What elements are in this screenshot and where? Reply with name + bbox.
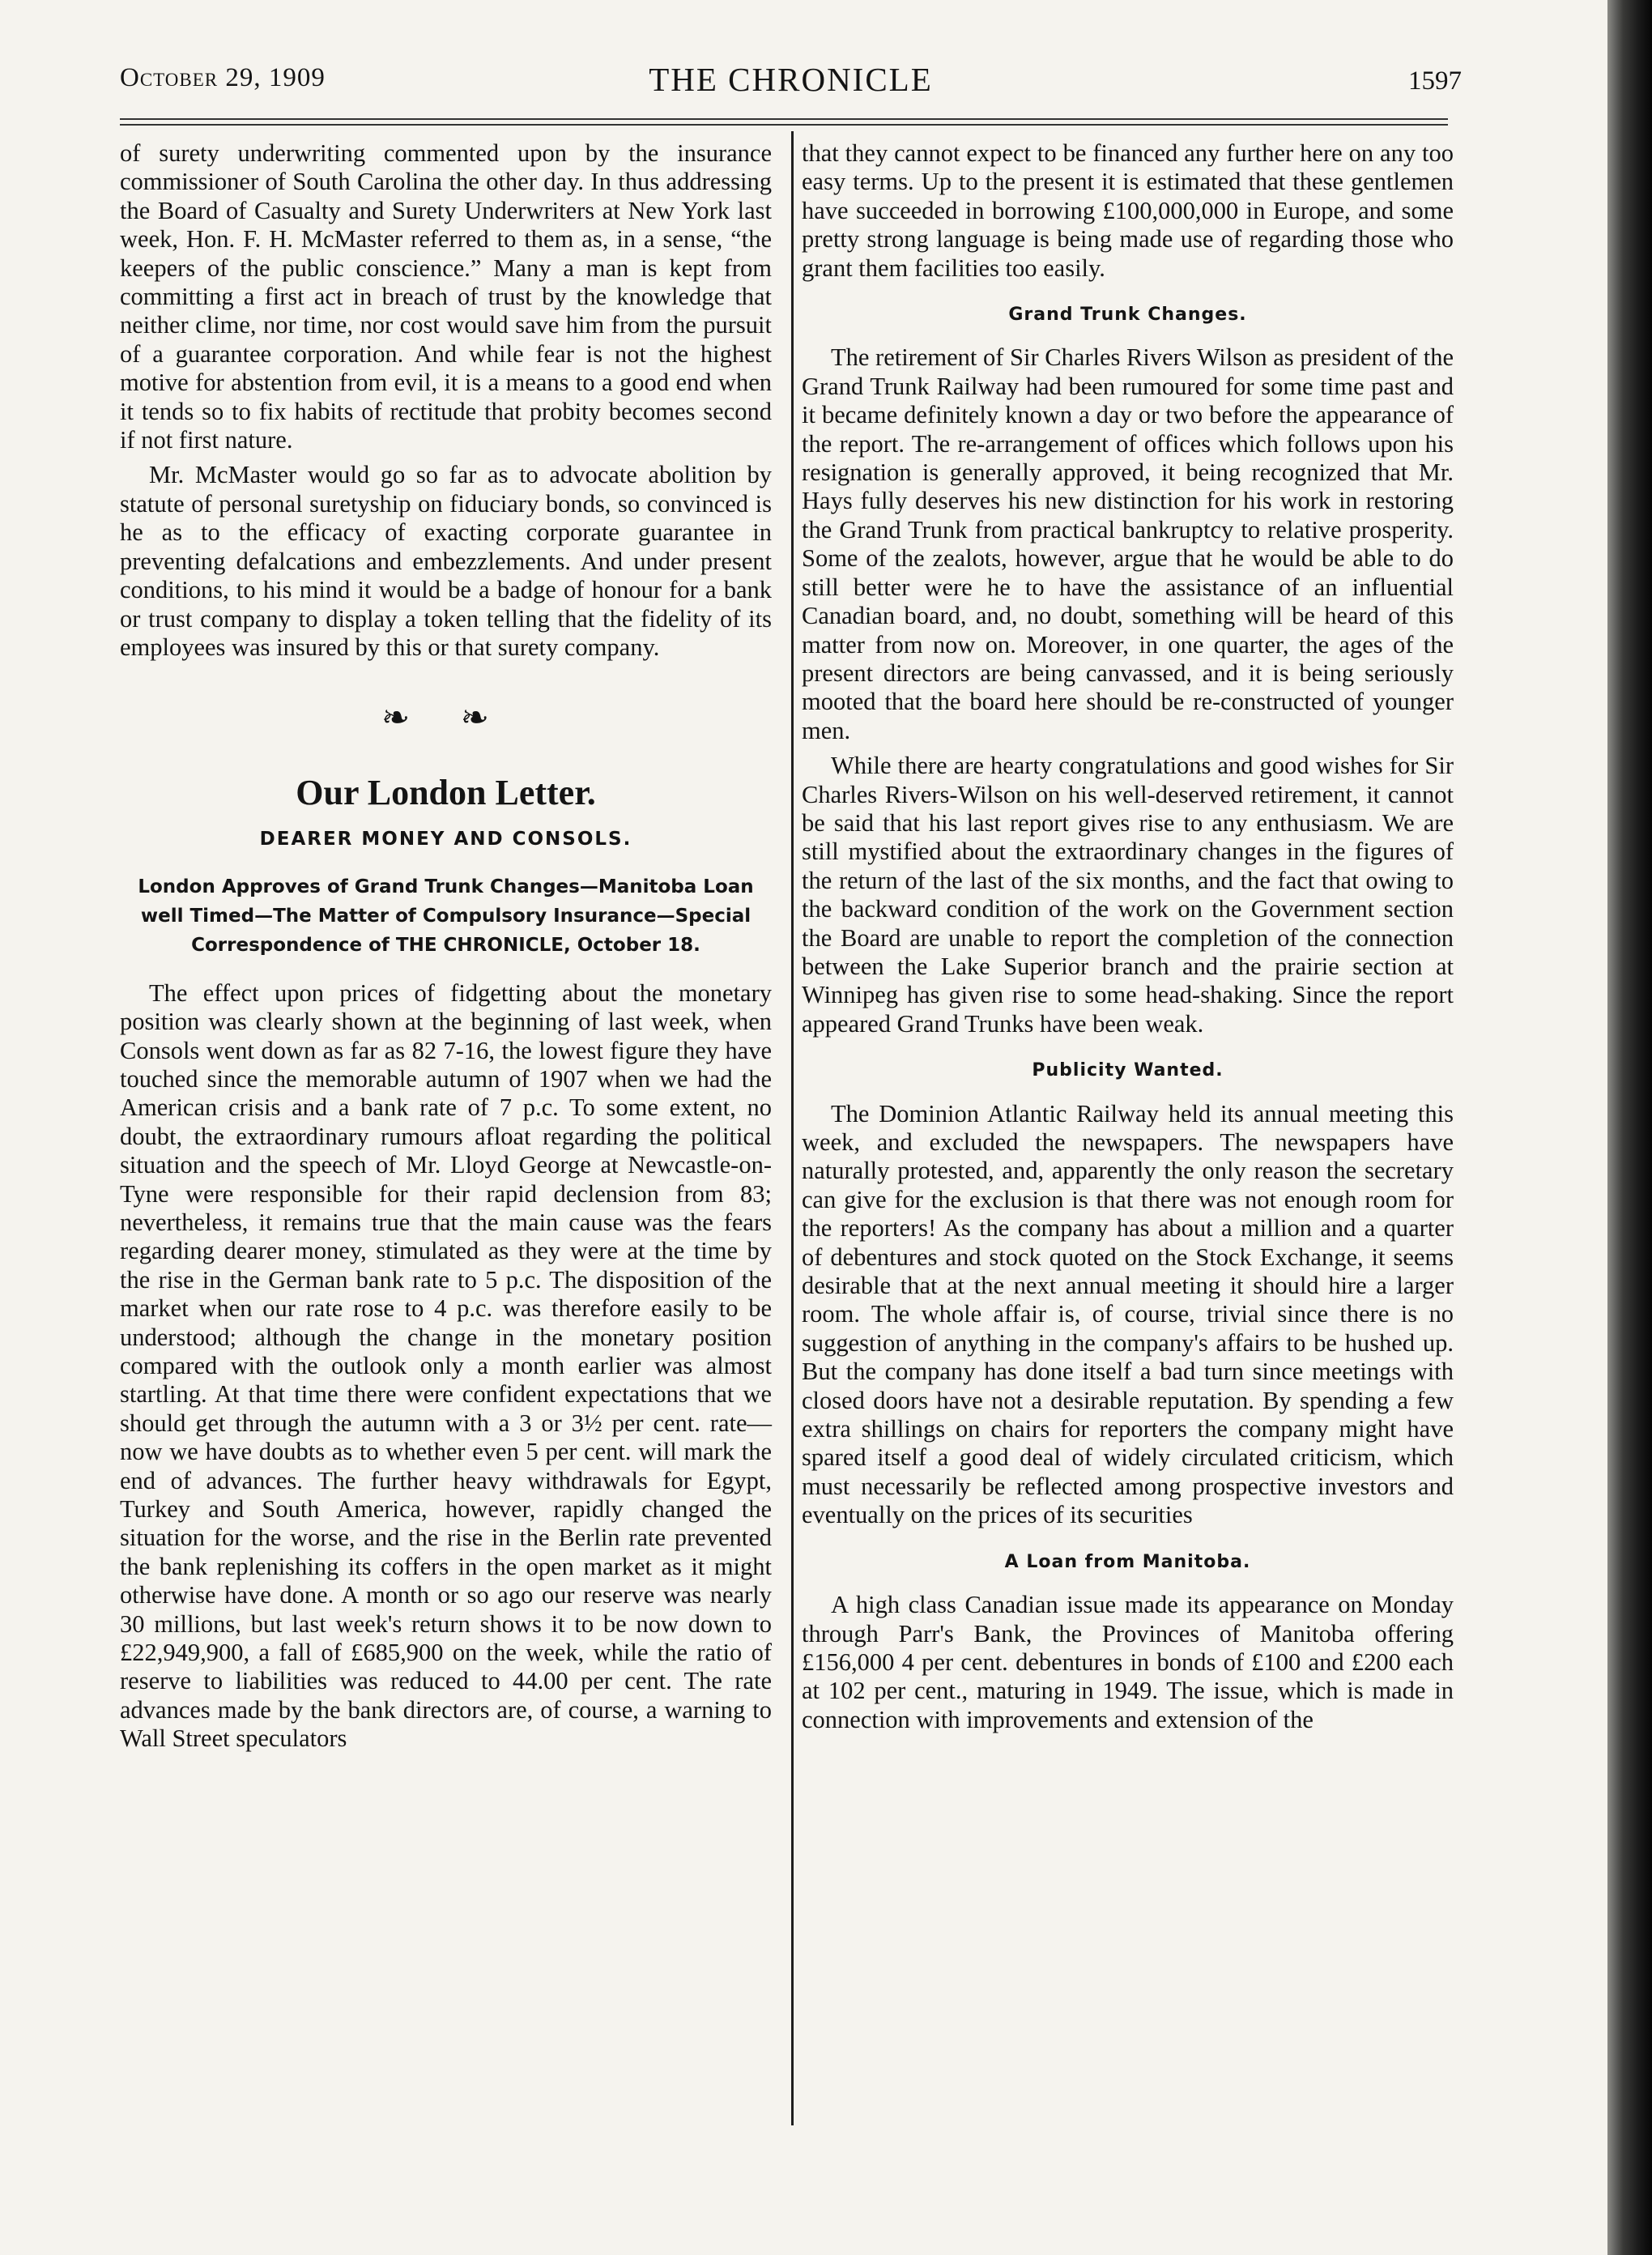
article-deck: London Approves of Grand Trunk Changes—Manitoba Loan well Timed—The Matter of Compulsory Insurance—Special Correspondence of THE CHRONICLE, October 18. bbox=[138, 876, 754, 956]
publication-title: THE CHRONICLE bbox=[649, 61, 933, 98]
article-subtitle: DEARER MONEY AND CONSOLS. bbox=[259, 829, 632, 850]
right-column bbox=[802, 139, 1454, 1734]
paragraph: The retirement of Sir Charles Rivers Wilson as president of the Grand Trunk Railway had been rumoured for some time past and it became definitely known a day or two before the appearance of the report. The re-arrangement of offices which follows upon his resignation is generally approved, it being recognized that Mr. Hays fully deserves his new distinction for his work in restoring the Grand Trunk from practical bankruptcy to relative prosperity. Some of the zealots, however, argue that he would be able to do still better were he to have the assistance of an influential Canadian board, and, no doubt, something will be heard of this matter from now on. Moreover, in one quarter, the ages of the present directors are being canvassed, and it is being seriously mooted that the board here should be re-constructed of younger men. bbox=[802, 343, 1454, 744]
paragraph: Mr. McMaster would go so far as to advocate abolition by statute of personal suretyship on fiduciary bonds, so convinced is he as to the efficacy of exacting corporate guarantee in preventing defalcations and embezzlements. And under present conditions, to his mind it would be a badge of honour for a bank or trust company to display a token telling that the fidelity of its employees was insured by this or that surety company. bbox=[120, 461, 772, 661]
issue-date: October 29, 1909 bbox=[120, 63, 326, 92]
paragraph: The Dominion Atlantic Railway held its annual meeting this week, and excluded the newspapers. The newspapers have naturally protested, and, apparently the only reason the secretary can give for the exclusion is that there was not enough room for the reporters! As the company has about a million and a quarter of debentures and stock quoted on the Stock Exchange, it seems desirable that at the next annual meeting it should hire a larger room. The whole affair is, of course, trivial since there is no suggestion of anything in the company's affairs to be hushed up. But the company has done itself a bad turn since meetings with closed doors have not a desirable reputation. By spending a few extra shillings on chairs for reporters the company might have spared itself a good deal of widely circulated criticism, which must necessarily be reflected among prospective investors and eventually on the prices of its securities bbox=[802, 1099, 1454, 1529]
paragraph: of surety underwriting commented upon by the insurance commissioner of South Carolina the other day. In thus addressing the Board of Casualty and Surety Underwriters at New York last week, Hon. F. H. McMaster referred to them as, in a sense, “the keepers of the public conscience.” Many a man is kept from committing a first act in breach of trust by the knowledge that neither clime, nor time, nor cost would save him from the pursuit of a guarantee corporation. And while fear is not the highest motive for abstention from evil, it is a means to a good end when it tends so to fix habits of rectitude that probity becomes second if not first nature. bbox=[120, 139, 772, 454]
leaf-ornament-icon: ❧ ❧ bbox=[381, 700, 510, 738]
page-number: 1597 bbox=[1408, 66, 1462, 96]
book-binding-edge bbox=[1607, 0, 1652, 2255]
column-divider bbox=[791, 131, 794, 2125]
paragraph: that they cannot expect to be financed any further here on any too easy terms. Up to the present it is estimated that these gentlemen have succeeded in borrowing £100,000,000 in Europe, and some pretty strong language is being made use of regarding those who grant them facilities too easily. bbox=[802, 139, 1454, 282]
header-rule-top bbox=[120, 118, 1448, 120]
header-rule-bottom bbox=[120, 124, 1448, 126]
paragraph: The effect upon prices of fidgetting about the monetary position was clearly shown at the beginning of last week, when Consols went down as far as 82 7-16, the lowest figure they have touched since the memorable autumn of 1907 when we had the American crisis and a bank rate of 7 p.c. To some extent, no doubt, the extraordinary rumours afloat regarding the political situation and the speech of Mr. Lloyd George at Newcastle-on-Tyne were responsible for their rapid declension from 83; nevertheless, it remains true that the main cause was the fears regarding dearer money, stimulated as they were at the time by the rise in the German bank rate to 5 p.c. The disposition of the market when our rate rose to 4 p.c. was therefore easily to be understood; although the change in the monetary position compared with the outlook only a month earlier was almost startling. At that time there were confident expectations that we should get through the autumn with a 3 or 3½ per cent. rate—now we have doubts as to whether even 5 per cent. will mark the end of advances. The further heavy withdrawals for Egypt, Turkey and South America, however, rapidly changed the situation for the worse, and the rise in the Berlin rate prevented the bank replenishing its coffers in the open market as it might otherwise have done. A month or so ago our reserve was nearly 30 millions, but last week's return shows it to be now down to £22,949,900, a fall of £685,900 on the week, while the ratio of reserve to liabilities was reduced to 44.00 per cent. The rate advances made by the bank directors are, of course, a warning to Wall Street speculators bbox=[120, 978, 772, 1753]
article-title: Our London Letter. bbox=[296, 773, 596, 813]
section-heading: Grand Trunk Changes. bbox=[1008, 305, 1247, 326]
left-column bbox=[120, 139, 772, 1754]
section-heading: A Loan from Manitoba. bbox=[1004, 1551, 1251, 1572]
paragraph: A high class Canadian issue made its appearance on Monday through Parr's Bank, the Provinces of Manitoba offering £156,000 4 per cent. debentures in bonds of £100 and £200 each at 102 per cent., maturing in 1949. The issue, which is made in connection with improvements and extension of the bbox=[802, 1591, 1454, 1733]
paragraph: While there are hearty congratulations and good wishes for Sir Charles Rivers-Wilson on his well-deserved retirement, it cannot be said that his last report gives rise to any enthusiasm. We are still mystified about the extraordinary changes in the figures of the return of the last of the six months, and the fact that owing to the backward condition of the work on the Government section the Board are unable to report the completion of the connection between the Lake Superior branch and the prairie section at Winnipeg has given rise to some head-shaking. Since the report appeared Grand Trunks have been weak. bbox=[802, 752, 1454, 1038]
section-heading: Publicity Wanted. bbox=[1032, 1060, 1224, 1081]
running-head bbox=[120, 63, 1462, 104]
